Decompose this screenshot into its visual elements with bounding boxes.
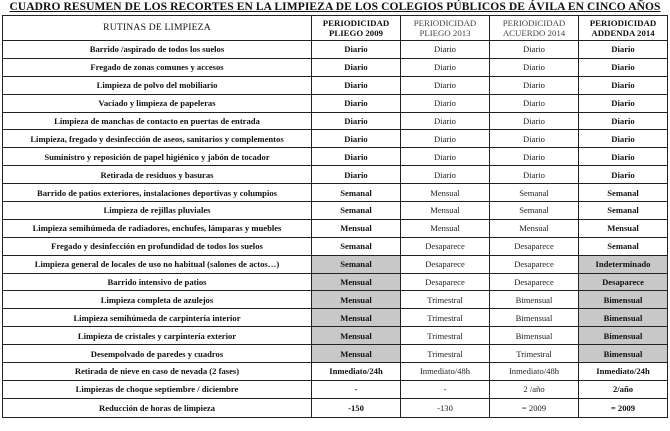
periodicidad-cell: Diario [401,166,490,184]
periodicidad-cell: Bimensual [579,327,668,345]
table-row [3,166,668,184]
table-row [3,255,668,273]
table-row [3,398,668,417]
document-title: CUADRO RESUMEN DE LOS RECORTES EN LA LIMPIEZA DE LOS COLEGIOS PÚBLICOS DE ÁVILA EN CINCO AÑOS [9,1,661,13]
periodicidad-cell: -130 [401,398,490,417]
rutina-cell: Fregado de zonas comunes y accesos [3,58,312,76]
rutina-cell: Desempolvado de paredes y cuadros [3,345,312,363]
periodicidad-cell: - [401,380,490,398]
periodicidad-cell: Diario [401,130,490,148]
table-row [3,345,668,363]
periodicidad-cell: Diario [312,148,401,166]
periodicidad-cell: Desaparece [401,273,490,291]
periodicidad-cell: Diario [490,112,579,130]
rutina-cell: Limpieza semihúmeda de radiadores, enchufes, lámparas y muebles [3,219,312,237]
periodicidad-cell: Mensual [312,309,401,327]
header-row [3,16,668,41]
table-row [3,380,668,398]
periodicidad-cell: Desaparece [401,237,490,255]
rutina-cell: Limpieza de manchas de contacto en puertas de entrada [3,112,312,130]
periodicidad-cell: Desaparece [401,255,490,273]
header-line2: PLIEGO 2009 [328,28,383,38]
periodicidad-cell: Diario [312,58,401,76]
periodicidad-cell: Bimensual [490,327,579,345]
periodicidad-cell: -150 [312,398,401,417]
periodicidad-cell: Diario [490,148,579,166]
rutina-cell: Reducción de horas de limpieza [3,398,312,417]
periodicidad-cell: Diario [579,41,668,59]
periodicidad-cell: Desaparece [579,273,668,291]
table-row [3,273,668,291]
rutina-cell: Limpieza de rejillas pluviales [3,202,312,220]
periodicidad-cell: Diario [579,76,668,94]
periodicidad-cell: Desaparece [490,273,579,291]
rutina-cell: Retirada de nieve en caso de nevada (2 fases) [3,363,312,381]
table-body [3,41,668,418]
periodicidad-cell: Bimensual [490,309,579,327]
table-row [3,94,668,112]
table-row [3,309,668,327]
periodicidad-cell: Inmediato/24h [579,363,668,381]
periodicidad-cell: Semanal [490,184,579,202]
header-line1: PERIODICIDAD [502,18,566,28]
table-row [3,327,668,345]
header-line2: PLIEGO 2013 [419,28,471,38]
header-addenda-2014 [579,16,668,41]
periodicidad-cell: Semanal [579,184,668,202]
periodicidad-cell: Diario [579,148,668,166]
periodicidad-cell: Diario [579,58,668,76]
rutina-cell: Limpieza completa de azulejos [3,291,312,309]
periodicidad-cell: Diario [401,94,490,112]
periodicidad-cell: Diario [312,166,401,184]
rutina-cell: Suministro y reposición de papel higiénico y jabón de tocador [3,148,312,166]
periodicidad-cell: Diario [401,76,490,94]
rutina-cell: Limpieza general de locales de uso no habitual (salones de actos…) [3,255,312,273]
periodicidad-cell: Trimestral [401,309,490,327]
periodicidad-cell: Trimestral [401,345,490,363]
table-row [3,148,668,166]
periodicidad-cell: Diario [312,94,401,112]
rutina-cell: Fregado y desinfección en profundidad de todos los suelos [3,237,312,255]
periodicidad-cell: Mensual [579,219,668,237]
table-row [3,363,668,381]
periodicidad-cell: Diario [401,41,490,59]
periodicidad-cell: Mensual [401,202,490,220]
periodicidad-cell: Bimensual [579,309,668,327]
periodicidad-cell: Diario [490,166,579,184]
rutina-cell: Limpiezas de choque septiembre / diciembre [3,380,312,398]
periodicidad-cell: Trimestral [401,327,490,345]
header-acuerdo-2014 [490,16,579,41]
periodicidad-cell: Indeterminado [579,255,668,273]
table-row [3,202,668,220]
periodicidad-cell: Desaparece [490,255,579,273]
periodicidad-cell: Diario [312,112,401,130]
periodicidad-cell: Diario [579,130,668,148]
rutina-cell: Barrido /aspirado de todos los suelos [3,41,312,59]
periodicidad-cell: Trimestral [490,345,579,363]
table-row [3,291,668,309]
periodicidad-cell: = 2009 [490,398,579,417]
periodicidad-cell: Inmediato/24h [312,363,401,381]
periodicidad-cell: Diario [312,41,401,59]
periodicidad-cell: Inmediato/48h [490,363,579,381]
table-row [3,41,668,59]
table-row [3,58,668,76]
rutina-cell: Retirada de residuos y basuras [3,166,312,184]
periodicidad-cell: Semanal [312,255,401,273]
periodicidad-cell: Mensual [401,219,490,237]
header-pliego-2013 [401,16,490,41]
periodicidad-cell: Semanal [579,202,668,220]
periodicidad-cell: Inmediato/48h [401,363,490,381]
periodicidad-cell: Mensual [312,273,401,291]
periodicidad-cell: Semanal [312,184,401,202]
periodicidad-cell: Semanal [312,237,401,255]
table-row [3,237,668,255]
header-line1: PERIODICIDAD [322,18,390,28]
periodicidad-cell: Diario [401,58,490,76]
periodicidad-cell: Diario [312,76,401,94]
header-line2: ACUERDO 2014 [502,28,566,38]
periodicidad-cell: Diario [579,166,668,184]
periodicidad-cell: Diario [401,148,490,166]
periodicidad-cell: Semanal [490,202,579,220]
header-line2: ADDENDA 2014 [591,28,655,38]
periodicidad-cell: Semanal [312,202,401,220]
periodicidad-cell: Diario [579,112,668,130]
periodicidad-cell: Mensual [312,345,401,363]
periodicidad-cell: Mensual [312,219,401,237]
periodicidad-cell: Diario [490,41,579,59]
periodicidad-cell: Mensual [312,327,401,345]
header-line1: PERIODICIDAD [413,18,477,28]
periodicidad-cell: Mensual [401,184,490,202]
periodicidad-cell: Diario [490,76,579,94]
periodicidad-cell: Semanal [579,237,668,255]
table-row [3,130,668,148]
periodicidad-cell: Desaparece [490,237,579,255]
table-row [3,112,668,130]
periodicidad-cell: Diario [490,58,579,76]
rutina-cell: Barrido intensivo de patios [3,273,312,291]
periodicidad-cell: - [312,380,401,398]
periodicidad-cell: Bimensual [490,291,579,309]
periodicidad-cell: Diario [579,94,668,112]
periodicidad-cell: Diario [312,130,401,148]
rutina-cell: Limpieza, fregado y desinfección de aseos, sanitarios y complementos [3,130,312,148]
periodicidad-cell: Bimensual [579,291,668,309]
table-row [3,219,668,237]
periodicidad-cell: 2 /año [490,380,579,398]
header-line1: PERIODICIDAD [589,18,657,28]
periodicidad-cell: Bimensual [579,345,668,363]
rutina-cell: Barrido de patios exteriores, instalaciones deportivas y columpios [3,184,312,202]
periodicidad-cell: Diario [490,94,579,112]
table-row [3,76,668,94]
periodicidad-cell: Diario [401,112,490,130]
summary-table [2,15,668,418]
periodicidad-cell: Trimestral [401,291,490,309]
rutina-cell: Limpieza semihúmeda de carpintería interior [3,309,312,327]
rutina-cell: Limpieza de polvo del mobiliario [3,76,312,94]
header-rutinas: RUTINAS DE LIMPIEZA [3,16,312,41]
periodicidad-cell: Mensual [490,219,579,237]
periodicidad-cell: Mensual [312,291,401,309]
header-pliego-2009 [312,16,401,41]
periodicidad-cell: = 2009 [579,398,668,417]
periodicidad-cell: Diario [490,130,579,148]
table-row [3,184,668,202]
periodicidad-cell: 2/año [579,380,668,398]
rutina-cell: Limpieza de cristales y carpintería exterior [3,327,312,345]
rutina-cell: Vaciado y limpieza de papeleras [3,94,312,112]
